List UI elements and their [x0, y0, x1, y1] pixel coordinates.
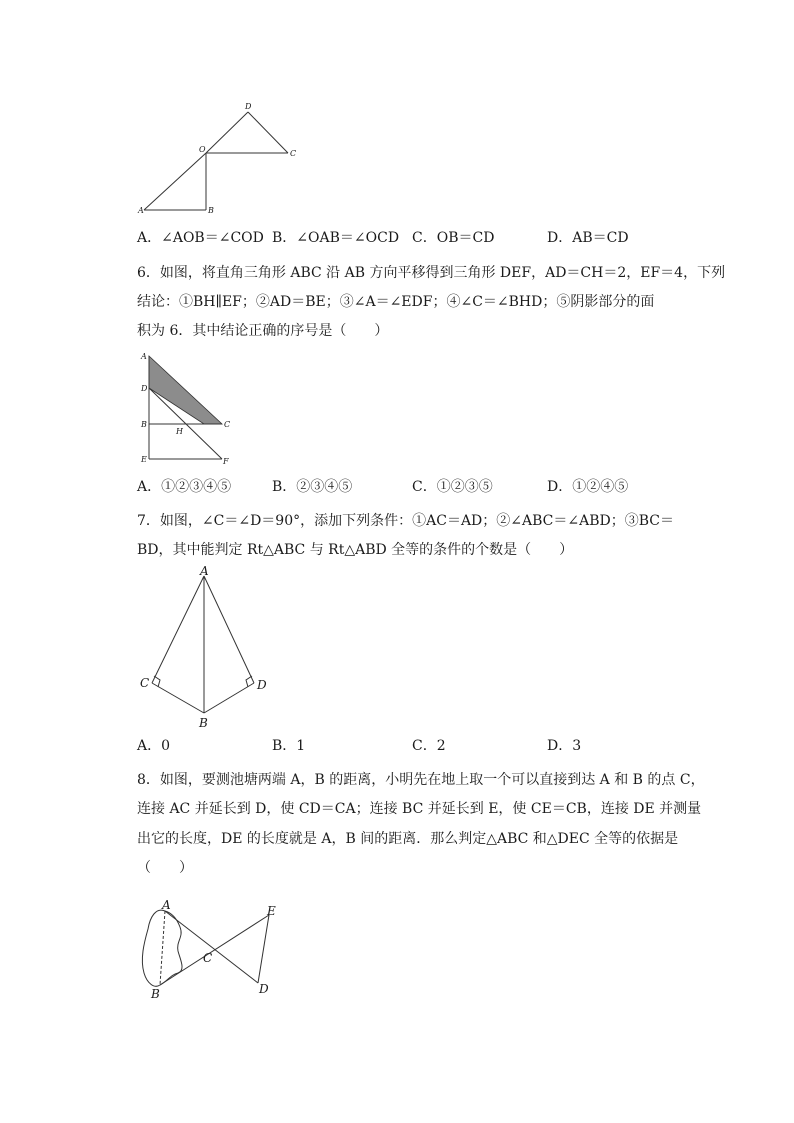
q5-label-D: D: [245, 102, 252, 111]
q6-label-C: C: [224, 420, 231, 429]
q7-label-D: D: [257, 678, 267, 692]
q6-label-F: F: [223, 457, 229, 466]
q8-segment-DE: [258, 915, 269, 983]
q5-label-A: A: [138, 206, 144, 215]
q7-segment-AD: [204, 576, 254, 683]
q7-choice-c[interactable]: C．2: [412, 738, 446, 754]
q7-figure: [136, 563, 276, 731]
q7-choice-b[interactable]: B．1: [272, 738, 306, 754]
q6-label-E: E: [141, 455, 147, 464]
q6-stem-line-3: 积为 6．其中结论正确的序号是（ ）: [137, 323, 389, 339]
q5-choice-d[interactable]: D．AB＝CD: [547, 230, 629, 246]
q6-label-B: B: [141, 420, 147, 429]
q6-label-H: H: [176, 427, 183, 436]
q7-segment-CB: [152, 683, 204, 713]
q8-stem-line-4: （ ）: [137, 860, 193, 876]
q8-label-C: C: [203, 951, 213, 965]
q8-segment-BE: [160, 915, 269, 985]
q8-label-A: A: [162, 898, 171, 912]
q7-label-C: C: [140, 676, 150, 690]
q7-label-A: A: [200, 564, 209, 578]
q6-choice-c[interactable]: C．①②③⑤: [412, 479, 493, 495]
q5-choice-a[interactable]: A．∠AOB＝∠COD: [137, 230, 264, 246]
q7-segment-DB: [204, 683, 254, 713]
q6-figure: [136, 348, 236, 468]
q8-label-B: B: [151, 987, 160, 1001]
q6-label-D: D: [141, 384, 148, 393]
q5-label-C: C: [290, 149, 297, 158]
q5-segment-DC: [248, 112, 288, 153]
q7-choice-d[interactable]: D．3: [547, 738, 582, 754]
q6-shaded-region: [149, 356, 222, 424]
q6-choice-a[interactable]: A．①②③④⑤: [137, 479, 232, 495]
q8-stem-line-2: 连接 AC 并延长到 D，使 CD＝CA；连接 BC 并延长到 E，使 CE＝CB，连接 DE 并测量: [137, 801, 702, 817]
q6-label-A: A: [141, 352, 147, 361]
q8-label-E: E: [267, 904, 276, 918]
q7-stem-line-2: BD，其中能判定 Rt△ABC 与 Rt△ABD 全等的条件的个数是（ ）: [137, 542, 574, 558]
q5-segment-AO: [144, 153, 206, 210]
q7-stem-line-1: 7．如图，∠C＝∠D＝90°，添加下列条件：①AC＝AD；②∠ABC＝∠ABD；③BC＝: [137, 513, 674, 529]
q5-choice-b[interactable]: B．∠OAB＝∠OCD: [272, 230, 400, 246]
q5-label-O: O: [199, 145, 206, 154]
q7-segment-AC: [152, 576, 204, 683]
q8-figure: [134, 893, 284, 1005]
q8-stem-line-3: 出它的长度，DE 的长度就是 A，B 间的距离．那么判定△ABC 和△DEC 全等的依据是: [137, 831, 679, 847]
q5-label-B: B: [208, 206, 214, 215]
q6-stem-line-2: 结论：①BH∥EF；②AD＝BE；③∠A＝∠EDF；④∠C＝∠BHD；⑤阴影部分的面: [137, 294, 655, 310]
q5-segment-OD: [206, 112, 248, 153]
q7-label-B: B: [199, 716, 208, 730]
q5-figure: [135, 98, 305, 218]
q6-choice-d[interactable]: D．①②④⑤: [547, 479, 629, 495]
q6-choice-b[interactable]: B．②③④⑤: [272, 479, 353, 495]
q8-stem-line-1: 8．如图，要测池塘两端 A，B 的距离，小明先在地上取一个可以直接到达 A 和 B 的点 C，: [137, 772, 705, 788]
q7-choice-a[interactable]: A．0: [137, 738, 171, 754]
q8-dashed-AB: [160, 911, 165, 985]
q6-stem-line-1: 6．如图，将直角三角形 ABC 沿 AB 方向平移得到三角形 DEF，AD＝CH＝2，EF＝4，下列: [137, 265, 726, 281]
q5-choice-c[interactable]: C．OB＝CD: [412, 230, 495, 246]
q8-label-D: D: [259, 982, 269, 996]
